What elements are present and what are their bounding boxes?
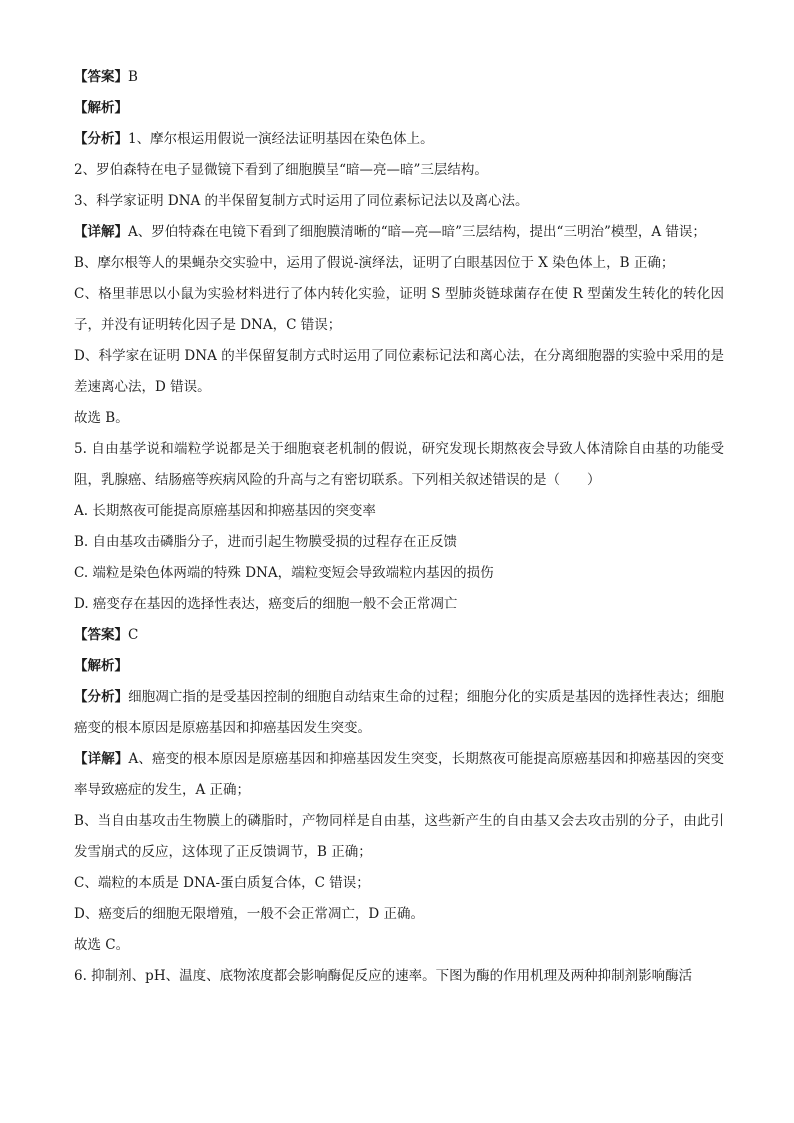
q5-conclusion: 故选 C。 [74, 937, 130, 953]
q4-option-b: B、摩尔根等人的果蝇杂交实验中，运用了假说-演绎法，证明了白眼基因位于 X 染色体上，B 正确； [74, 255, 675, 271]
q5-choice-c: C. 端粒是染色体两端的特殊 DNA，端粒变短会导致端粒内基因的损伤 [74, 565, 494, 581]
fenxi-tag: 【分析】 [74, 689, 129, 705]
q4-analysis-heading: 【解析】 [74, 100, 128, 116]
fenxi-text: 1、摩尔根运用假说一演经法证明基因在染色体上。 [128, 131, 434, 147]
answer-tag: 【答案】 [74, 627, 128, 643]
analysis-heading-text: 解析 [87, 658, 115, 674]
q6-stem-start: 6. 抑制剂、pH、温度、底物浓度都会影响酶促反应的速率。下图为酶的作用机理及两种抑制剂影响酶活 [74, 968, 693, 984]
q4-xiangjie-a [74, 217, 724, 248]
q5-option-d: D、癌变后的细胞无限增殖，一般不会正常凋亡，D 正确。 [74, 906, 424, 922]
q5-xiangjie-a [74, 744, 724, 806]
q4-fenxi-line [74, 124, 724, 155]
q5-choice-d: D. 癌变存在基因的选择性表达，癌变后的细胞一般不会正常凋亡 [74, 596, 458, 612]
document-page [74, 62, 724, 992]
q5-analysis-heading: 【解析】 [74, 658, 128, 674]
q5-choice-b: B. 自由基攻击磷脂分子，进而引起生物膜受损的过程存在正反馈 [74, 534, 458, 550]
answer-tag: 【答案】 [74, 69, 128, 85]
xiangjie-tag: 【详解】 [74, 751, 129, 767]
answer-value: B [128, 69, 138, 85]
fenxi-text: 细胞凋亡指的是受基因控制的细胞自动结束生命的过程；细胞分化的实质是基因的选择性表达；细胞癌变的根本原因是原癌基因和抑癌基因发生突变。 [74, 689, 725, 736]
q4-point-2: 2、罗伯森特在电子显微镜下看到了细胞膜呈“暗—亮—暗”三层结构。 [74, 162, 488, 178]
q5-stem: 5. 自由基学说和端粒学说都是关于细胞衰老机制的假说，研究发现长期熬夜会导致人体清除自由基的功能受阻，乳腺癌、结肠癌等疾病风险的升高与之有密切联系。下列相关叙述错误的是（ ） [74, 441, 724, 488]
q5-choice-a: A. 长期熬夜可能提高原癌基因和抑癌基因的突变率 [74, 503, 376, 519]
q4-answer-line [74, 62, 724, 93]
q4-option-c: C、格里菲思以小鼠为实验材料进行了体内转化实验，证明 S 型肺炎链球菌存在使 R 型菌发生转化的转化因子，并没有证明转化因子是 DNA，C 错误； [74, 286, 724, 333]
q4-conclusion: 故选 B。 [74, 410, 129, 426]
xiangjie-tag: 【详解】 [74, 224, 128, 240]
answer-value: C [128, 627, 139, 643]
q5-fenxi [74, 682, 724, 744]
q4-option-d: D、科学家在证明 DNA 的半保留复制方式时运用了同位素标记法和离心法，在分离细胞器的实验中采用的是差速离心法，D 错误。 [74, 348, 724, 395]
xiangjie-a-text: A、罗伯特森在电镜下看到了细胞膜清晰的“暗—亮—暗”三层结构，提出“三明治”模型，A 错误； [128, 224, 706, 240]
q5-option-c: C、端粒的本质是 DNA-蛋白质复合体，C 错误； [74, 875, 370, 891]
q5-answer-line [74, 620, 724, 651]
fenxi-tag: 【分析】 [74, 131, 128, 147]
xiangjie-a-text: A、癌变的根本原因是原癌基因和抑癌基因发生突变，长期熬夜可能提高原癌基因和抑癌基因的突变率导致癌症的发生，A 正确； [74, 751, 725, 798]
q5-option-b: B、当自由基攻击生物膜上的磷脂时，产物同样是自由基，这些新产生的自由基又会去攻击别的分子，由此引发雪崩式的反应，这体现了正反馈调节，B 正确； [74, 813, 724, 860]
q4-point-3: 3、科学家证明 DNA 的半保留复制方式时运用了同位素标记法以及离心法。 [74, 193, 529, 209]
analysis-heading-text: 解析 [87, 100, 115, 116]
